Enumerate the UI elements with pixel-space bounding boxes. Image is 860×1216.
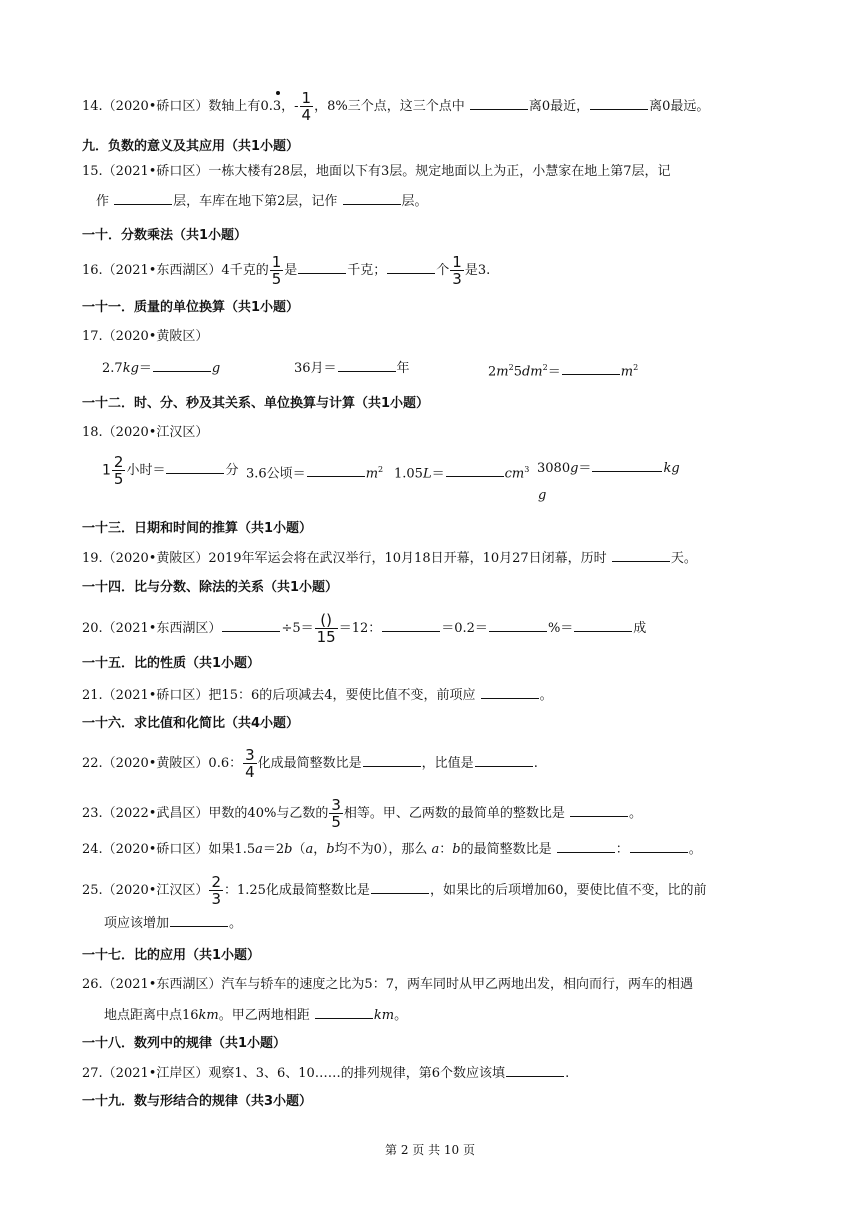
conversion-month-year: 36月＝ 年 [294,358,410,379]
question-15-line1: 15.（2021•硚口区）一栋大楼有28层，地面以下有3层。规定地面以上为正，小慧家在地上第7层，记 [82,164,671,179]
conversion-hectare: 3.6公顷＝ $m^2$ [246,465,384,482]
answer-blank[interactable] [114,191,172,205]
conversion-liter: $1.05L= cm^3$ [394,465,530,482]
answer-blank[interactable] [630,839,688,853]
section-heading-19: 一十九．数与形结合的规律（共3小题） [82,1094,313,1109]
fraction: $\frac{1}{4}$ [301,89,312,124]
wrapped-unit: g [538,488,547,503]
section-heading-10: 一十．分数乘法（共1小题） [82,228,248,243]
question-24: 24.（2020•硚口区）如果1.5a＝2b（a，b均不为0），那么 a：b的最简整数比是 ： 。 [82,839,800,860]
question-16: 16.（2021•东西湖区）4千克的 $\frac{1}{5}$ 是 千克； 个 $\frac{1}{3}$ 是3. [82,253,491,288]
question-26-line1: 26.（2021•东西湖区）汽车与轿车的速度之比为5：7，两车同时从甲乙两地出发，相向而行，两车的相遇 [82,977,693,992]
fraction: $\frac{2}{3}$ [211,873,221,908]
answer-blank[interactable] [570,803,628,817]
fraction: $\frac{1}{5}$ [271,253,282,288]
fraction: $\frac{2}{5}$ [113,453,124,488]
fraction: $\frac{1}{3}$ [452,253,462,288]
section-heading-18: 一十八．数列中的规律（共1小题） [82,1036,287,1051]
section-heading-16: 一十六．求比值和化简比（共4小题） [82,716,300,731]
answer-blank[interactable] [562,361,620,375]
answer-blank[interactable] [307,463,365,477]
section-heading-17: 一十七．比的应用（共1小题） [82,948,261,963]
answer-blank[interactable] [170,913,228,927]
fraction: $\frac{3}{5}$ [331,796,341,831]
answer-blank[interactable] [315,1005,373,1019]
question-23: 23.（2022•武昌区）甲数的40%与乙数的 $\frac{3}{5}$ 相等。甲、乙两数的最简单的整数比是 。 [82,796,643,831]
answer-blank[interactable] [363,753,421,767]
answer-blank[interactable] [574,618,632,632]
question-22: 22.（2020•黄陂区）0.6： $\frac{3}{4}$ 化成最简整数比是 ，比值是 . [82,746,538,781]
fraction: $\frac{3}{4}$ [245,746,255,781]
conversion-gram: 3080g＝ kg [537,458,680,479]
fraction: $\frac{()}{15}$ [316,611,336,646]
answer-blank[interactable] [470,96,528,110]
question-17-row [82,358,800,382]
answer-blank[interactable] [387,260,435,274]
answer-blank[interactable] [592,458,662,472]
repeating-decimal-digit: 3 [273,97,281,117]
answer-blank[interactable] [557,839,615,853]
question-17-head: 17.（2020•黄陂区） [82,329,209,344]
section-heading-15: 一十五．比的性质（共1小题） [82,656,261,671]
question-25-line2: 项应该增加 。 [104,913,800,934]
conversion-area: $2m^25dm^2= m^2$ [488,363,639,380]
question-26-line2: 地点距离中点16km。甲乙两地相距 km。 [104,1005,800,1026]
section-heading-13: 一十三．日期和时间的推算（共1小题） [82,521,313,536]
section-heading-9: 九．负数的意义及其应用（共1小题） [82,139,300,154]
question-18-head: 18.（2020•江汉区） [82,425,209,440]
answer-blank[interactable] [338,358,396,372]
answer-blank[interactable] [298,260,346,274]
question-21: 21.（2021•硚口区）把15：6的后项减去4，要使比值不变，前项应 。 [82,685,800,706]
answer-blank[interactable] [475,753,533,767]
answer-blank[interactable] [371,880,429,894]
answer-blank[interactable] [590,96,648,110]
section-heading-11: 一十一．质量的单位换算（共1小题） [82,300,300,315]
answer-blank[interactable] [506,1063,564,1077]
section-heading-14: 一十四．比与分数、除法的关系（共1小题） [82,580,339,595]
answer-blank[interactable] [489,618,547,632]
question-20: 20.（2021•东西湖区） ÷5＝ $\frac{()}{15}$ ＝12： ＝0.2＝ %＝ 成 [82,611,647,646]
section-heading-12: 一十二．时、分、秒及其关系、单位换算与计算（共1小题） [82,396,430,411]
question-19: 19.（2020•黄陂区）2019年军运会将在武汉举行，10月18日开幕，10月27日闭幕，历时 天。 [82,548,800,569]
question-25-line1: 25.（2020•江汉区） $\frac{2}{3}$ ：1.25化成最简整数比是 ，如果比的后项增加60，要使比值不变，比的前 [82,873,707,908]
question-14: 14.（2020•硚口区）数轴上有0.3，- $\frac{1}{4}$ ，8%三个点，这三个点中 离0最近， 离0最远。 [82,89,710,124]
conversion-kg-g: 2.7kg＝ g [102,358,220,379]
answer-blank[interactable] [481,685,539,699]
answer-blank[interactable] [382,618,440,632]
answer-blank[interactable] [343,191,401,205]
answer-blank[interactable] [612,548,670,562]
page-footer: 第 2 页 共 10 页 [385,1143,475,1157]
question-27: 27.（2021•江岸区）观察1、3、6、10……的排列规律，第6个数应该填 . [82,1063,800,1084]
answer-blank[interactable] [166,460,224,474]
answer-blank[interactable] [446,463,504,477]
answer-blank[interactable] [153,358,211,372]
conversion-hour-minute: 1 $\frac{2}{5}$ 小时＝ 分 [102,453,239,488]
answer-blank[interactable] [222,618,280,632]
question-15-line2: 作 层，车库在地下第2层，记作 层。 [96,191,800,212]
